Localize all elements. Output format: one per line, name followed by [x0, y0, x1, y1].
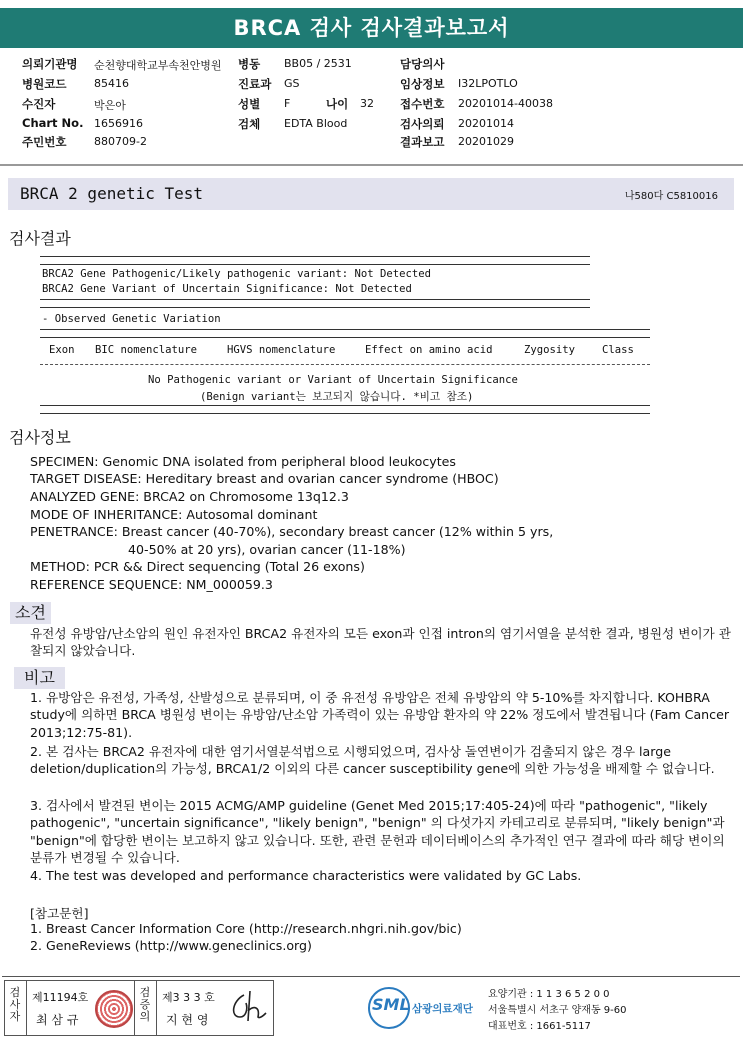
- doctor-label: 담당의사: [400, 57, 445, 71]
- observed-variation-label: - Observed Genetic Variation: [42, 313, 221, 325]
- specimen-value: EDTA Blood: [284, 117, 348, 130]
- lab-phone: 대표번호 : 1661-5117: [488, 1021, 591, 1032]
- inheritance-text: MODE OF INHERITANCE: Autosomal dominant: [30, 507, 318, 522]
- institution-label: 의뢰기관명: [22, 57, 78, 71]
- reference-item: 2. GeneReviews (http://www.geneclinics.org): [30, 938, 312, 953]
- patient-value: 박은아: [94, 99, 126, 112]
- test-code: 나580다 C5810016: [624, 191, 718, 202]
- col-class: Class: [602, 344, 634, 356]
- divider: [40, 329, 650, 338]
- test-name: BRCA 2 genetic Test: [20, 184, 204, 203]
- penetrance-text-cont: 40-50% at 20 yrs), ovarian cancer (11-18%): [128, 542, 406, 557]
- remarks-heading: 비고: [14, 667, 65, 689]
- divider: [40, 299, 590, 308]
- reference-item: 1. Breast Cancer Information Core (http://research.nhgri.nih.gov/bic): [30, 921, 462, 936]
- test-name-bar: [8, 178, 734, 210]
- clinical-info-value: I32LPOTLO: [458, 77, 518, 90]
- lab-code: 요양기관 : 1 1 3 6 5 2 0 0: [488, 989, 610, 1000]
- age-value: 32: [360, 97, 374, 110]
- col-exon: Exon: [49, 344, 75, 356]
- specimen-label: 검체: [238, 117, 261, 131]
- penetrance-text: PENETRANCE: Breast cancer (40-70%), secondary breast cancer (12% within 5 yrs,: [30, 524, 554, 539]
- report-date-label: 결과보고: [400, 135, 445, 149]
- chart-no-label: Chart No.: [22, 116, 84, 130]
- analyzed-gene-text: ANALYZED GENE: BRCA2 on Chromosome 13q12.3: [30, 489, 349, 504]
- divider: [40, 405, 650, 414]
- method-text: METHOD: PCR && Direct sequencing (Total 26 exons): [30, 559, 365, 574]
- remark-item-3: 3. 검사에서 발견된 변이는 2015 ACMG/AMP guideline (Genet Med 2015;17:405-24)에 따라 "pathogenic", "likely pathogenic", "uncertain significance", "likely benign", "benign" 의 다섯가지 카테고리로 분류되며, "likely benign"과 "benign"에 합당한 변이는 보고하지 않고 있습니다. 또한, 관련 문헌과 데이터베이스의 추가적인 연구 결과에 따라 해당 변이의 분류가 변경될 수 있습니다.: [30, 798, 725, 866]
- resident-no-value: 880709-2: [94, 135, 147, 148]
- target-disease-text: TARGET DISEASE: Hereditary breast and ovarian cancer syndrome (HBOC): [30, 471, 499, 486]
- report-title: BRCA 검사 검사결과보고서: [0, 8, 743, 48]
- lab-address: 서울특별시 서초구 양재동 9-60: [488, 1005, 627, 1016]
- ward-value: BB05 / 2531: [284, 57, 352, 70]
- findings-text: 유전성 유방암/난소암의 원인 유전자인 BRCA2 유전자의 모든 exon과 인접 intron의 염기서열을 분석한 결과, 병원성 변이가 관찰되지 않았습니다.: [30, 626, 731, 659]
- sex-value: F: [284, 97, 291, 110]
- hospital-code-value: 85416: [94, 77, 129, 90]
- results-heading: 검사결과: [9, 229, 71, 248]
- footer: [2, 976, 740, 1039]
- no-variant-line: No Pathogenic variant or Variant of Uncertain Significance: [148, 374, 518, 386]
- lab-name: 삼광의료재단: [412, 1003, 473, 1015]
- chart-no-value: 1656916: [94, 117, 143, 130]
- ward-label: 병동: [238, 57, 261, 71]
- remark-item-2: 2. 본 검사는 BRCA2 유전자에 대한 염기서열분석법으로 시행되었으며, 검사상 돌연변이가 검출되지 않은 경우 large deletion/duplication의 가능성, BRCA1/2 이외의 다른 cancer susceptibility gene에 의한 가능성을 배제할 수 없습니다.: [30, 744, 715, 777]
- resident-no-label: 주민번호: [22, 135, 67, 149]
- seal-stamp: [95, 990, 133, 1028]
- department-value: GS: [284, 77, 300, 90]
- hospital-code-label: 병원코드: [22, 77, 67, 91]
- divider: [40, 364, 650, 365]
- specimen-text: SPECIMEN: Genomic DNA isolated from peripheral blood leukocytes: [30, 454, 456, 469]
- clinical-info-label: 임상정보: [400, 77, 445, 91]
- lab-logo-text: SML: [372, 995, 410, 1014]
- patient-info-block: [0, 52, 743, 166]
- reference-sequence-text: REFERENCE SEQUENCE: NM_000059.3: [30, 577, 273, 592]
- col-effect: Effect on amino acid: [365, 344, 493, 356]
- patient-label: 수진자: [22, 97, 56, 111]
- col-hgvs: HGVS nomenclature: [227, 344, 336, 356]
- result-vus-line: BRCA2 Gene Variant of Uncertain Significance: Not Detected: [42, 283, 412, 295]
- reviewer-label: 검증의: [139, 986, 151, 1023]
- result-pathogenic-line: BRCA2 Gene Pathogenic/Likely pathogenic variant: Not Detected: [42, 268, 432, 280]
- receipt-no-label: 접수번호: [400, 97, 445, 111]
- report-date-value: 20201029: [458, 135, 514, 148]
- remark-item-1: 1. 유방암은 유전성, 가족성, 산발성으로 분류되며, 이 중 유전성 유방암은 전체 유방암의 약 5-10%를 차지합니다. KOHBRA study에 의하면 BRCA 병원성 변이는 유방암/난소암 가족력이 있는 유방암 환자의 약 22% 정도에서 발견됩니다 (Fam Cancer 2013;12:75-81).: [30, 690, 730, 740]
- reviewer-number: 제3 3 3 호: [162, 991, 215, 1004]
- references-heading: [참고문헌]: [30, 906, 89, 921]
- sex-label: 성별: [238, 97, 261, 111]
- receipt-no-value: 20201014-40038: [458, 97, 553, 110]
- reviewer-name: 지 현 영: [166, 1013, 209, 1027]
- test-info-heading: 검사정보: [9, 428, 71, 447]
- col-zygosity: Zygosity: [524, 344, 576, 356]
- department-label: 진료과: [238, 77, 272, 91]
- institution-value: 순천향대학교부속천안병원: [94, 59, 222, 72]
- tester-name: 최 삼 규: [36, 1013, 79, 1027]
- request-date-label: 검사의뢰: [400, 117, 445, 131]
- col-bic: BIC nomenclature: [95, 344, 198, 356]
- request-date-value: 20201014: [458, 117, 514, 130]
- signature: [224, 987, 270, 1027]
- benign-note-line: (Benign variant는 보고되지 않습니다. *비고 참조): [200, 391, 474, 403]
- remark-item-4: 4. The test was developed and performance characteristics were validated by GC Labs.: [30, 868, 582, 883]
- tester-label: 검사자: [9, 986, 21, 1023]
- divider: [40, 256, 590, 265]
- tester-number: 제11194호: [32, 991, 89, 1004]
- age-label: 나이: [326, 97, 349, 111]
- findings-heading: 소견: [10, 602, 51, 624]
